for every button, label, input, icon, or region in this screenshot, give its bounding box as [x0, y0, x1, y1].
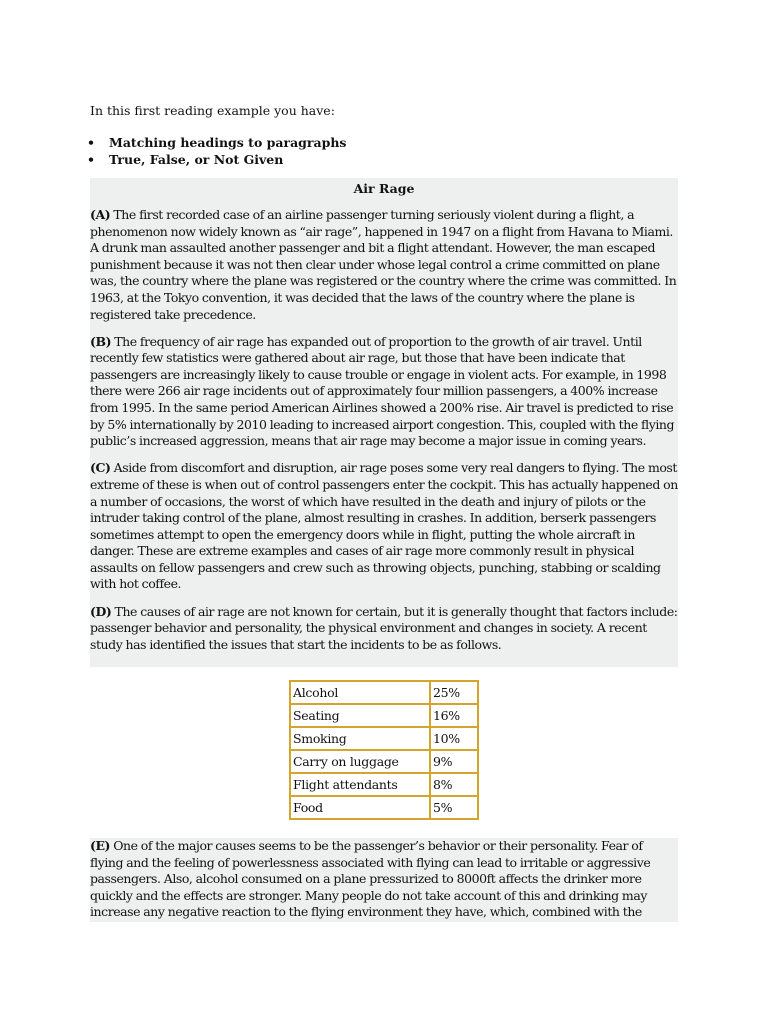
paragraph-text: The first recorded case of an airline passenger turning seriously violent during a flight, a phenomenon now widely known as “air rage”, happened in 1947 on a flight from Havana to Miami. A drunk man assaulted another passenger and bit a flight attendant. However, the man escaped punishment because it was not then clear under whose legal control a crime committed on plane was, the country where the plane was registered or the country where the crime was committed. In 1963, at the Tokyo convention, it was decided that the laws of the country where the plane is registered take precedence. — [90, 207, 677, 322]
paragraph-tag: (C) — [90, 460, 111, 476]
paragraph-text: The causes of air rage are not known for certain, but it is generally thought that factors include: passenger behavior and personality, the physical environment and changes in society. A recent study has identified the issues that start the incidents to be as follows. — [90, 603, 678, 652]
table-row — [290, 727, 478, 750]
article-block-continued — [90, 838, 678, 922]
table-row — [290, 773, 478, 796]
table-cell-percent: 5% — [430, 796, 478, 819]
table-cell-percent: 8% — [430, 773, 478, 796]
table-cell-cause: Smoking — [290, 727, 430, 750]
table-cell-percent: 9% — [430, 750, 478, 773]
bullet-dot-icon: • — [87, 135, 95, 150]
paragraph-tag: (E) — [90, 838, 111, 853]
paragraph-b — [90, 334, 678, 450]
paragraph-e — [90, 838, 678, 921]
paragraph-text: The frequency of air rage has expanded out of proportion to the growth of air travel. Until recently few statistics were gathered about air rage, but those that have been indicate that passengers are increasingly likely to cause trouble or engage in violent acts. For example, in 1998 there were 266 air rage incidents out of approximately four million passengers, a 400% increase from 1995. In the same period American Airlines showed a 200% rise. Air travel is predicted to rise by 5% internationally by 2010 leading to increased airport congestion. This, coupled with the flying public’s increased aggression, means that air rage may become a major issue in coming years. — [90, 333, 675, 449]
table-row — [290, 681, 478, 704]
table-row — [290, 750, 478, 773]
table-cell-cause: Food — [290, 796, 430, 819]
table-cell-cause: Alcohol — [290, 681, 430, 704]
bullet-item — [87, 151, 346, 168]
paragraph-d — [90, 604, 678, 654]
paragraph-tag: (D) — [90, 603, 112, 619]
bullet-text: True, False, or Not Given — [109, 152, 284, 167]
table-cell-cause: Carry on luggage — [290, 750, 430, 773]
table-cell-percent: 16% — [430, 704, 478, 727]
article-block — [90, 178, 678, 667]
paragraph-text: Aside from discomfort and disruption, air rage poses some very real dangers to flying. The most extreme of these is when out of control passengers enter the cockpit. This has actually happened on a number of occasions, the worst of which have resulted in the death and injury of pilots or the intruder taking control of the plane, almost resulting in crashes. In addition, berserk passengers sometimes attempt to open the emergency doors while in flight, putting the whole aircraft in danger. These are extreme examples and cases of air rage more commonly result in physical assaults on fellow passengers and crew such as throwing objects, punching, stabbing or scalding with hot coffee. — [90, 460, 678, 592]
table-cell-cause: Seating — [290, 704, 430, 727]
bullet-list — [87, 134, 347, 168]
paragraph-c — [90, 460, 678, 593]
table-row — [290, 796, 478, 819]
bullet-dot-icon: • — [87, 152, 95, 167]
bullet-text: Matching headings to paragraphs — [109, 135, 347, 150]
bullet-item — [87, 134, 347, 151]
paragraph-text: One of the major causes seems to be the passenger’s behavior or their personality. Fear of flying and the feeling of powerlessness associated with flying can lead to irritable or aggressive passengers. Also, alcohol consumed on a plane pressurized to 8000ft affects the drinker more quickly and the effects are stronger. Many people do not take account of this and drinking may increase any negative reaction to the flying environment they have, which, combined with the — [90, 838, 651, 920]
table-cell-percent: 25% — [430, 681, 478, 704]
table-row — [290, 704, 478, 727]
intro-text: In this first reading example you have: — [90, 103, 335, 118]
table-cell-percent: 10% — [430, 727, 478, 750]
paragraph-a — [90, 207, 678, 323]
table-cell-cause: Flight attendants — [290, 773, 430, 796]
article-title: Air Rage — [353, 181, 415, 196]
paragraph-tag: (A) — [90, 207, 111, 222]
incident-causes-table — [289, 680, 479, 820]
paragraph-tag: (B) — [90, 333, 112, 349]
